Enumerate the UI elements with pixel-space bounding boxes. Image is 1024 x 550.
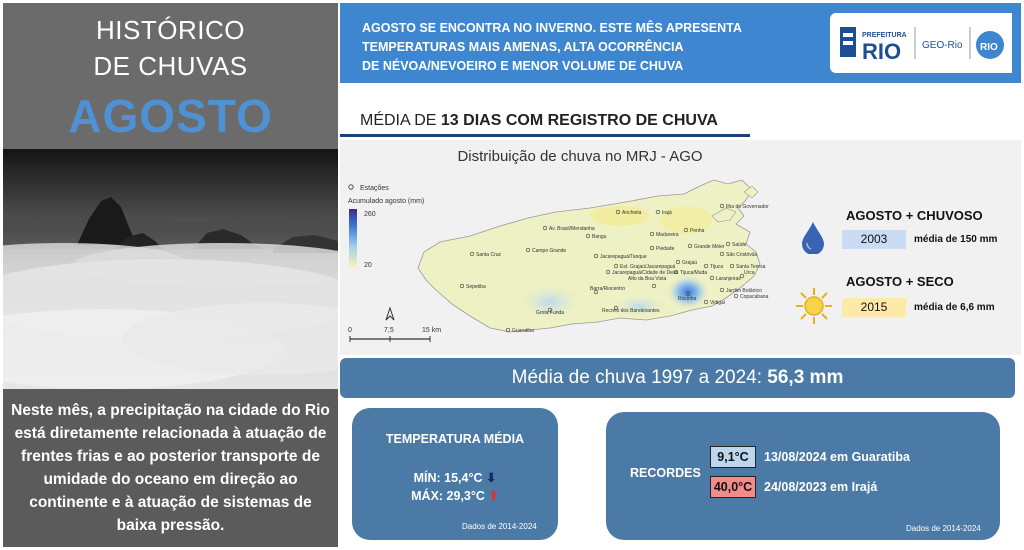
subtitle-bold-text: 13 DIAS COM REGISTRO DE CHUVA <box>440 112 718 129</box>
left-header <box>3 3 338 149</box>
station-label: Tijuca/Muda <box>680 270 708 276</box>
station-label: Barra/Riocentro <box>590 286 626 292</box>
station-label: Vidigal <box>710 300 725 306</box>
station-label: Grota Funda <box>536 310 565 316</box>
arrow-up-icon: ⬆ <box>488 489 499 503</box>
temperature-min-value: MÍN: 15,4°C <box>413 471 483 485</box>
records-title: RECORDES <box>630 466 701 480</box>
temperature-source: Dados de 2014-2024 <box>462 522 537 531</box>
legend-stations-label: Estações <box>360 185 389 192</box>
sugarloaf-fog-image <box>3 149 338 389</box>
station-label: Saúde <box>732 242 747 248</box>
title-line-1: HISTÓRICO <box>96 15 245 45</box>
svg-text:PREFEITURA: PREFEITURA <box>862 32 907 39</box>
scale-max: 15 km <box>422 327 442 334</box>
rainfall-map <box>340 140 1021 355</box>
station-label: Copacabana <box>740 294 769 300</box>
alerta-rio-logo-text: RIO <box>980 42 998 53</box>
rain-days-subtitle <box>360 112 718 130</box>
map-title: Distribuição de chuva no MRJ - AGO <box>457 148 703 165</box>
left-panel <box>3 3 338 547</box>
temperature-card <box>352 408 558 540</box>
record-max-row <box>710 476 877 498</box>
legend-title: Acumulado agosto (mm) <box>348 198 425 205</box>
station-label: Bangu <box>592 234 607 240</box>
record-max-text: 24/08/2023 em Irajá <box>764 480 878 494</box>
rainy-august-title: AGOSTO + CHUVOSO <box>846 208 983 223</box>
records-source: Dados de 2014-2024 <box>906 524 981 533</box>
average-rain-banner <box>340 358 1015 398</box>
station-label: Jardim Botânico <box>726 288 762 294</box>
temperature-min <box>352 470 558 485</box>
legend-color-bar <box>349 209 357 267</box>
station-label: Alto da Boa Vista <box>628 276 667 282</box>
station-label: Laranjeiras <box>716 276 741 282</box>
station-label: Penha <box>690 228 705 234</box>
station-label: Urca <box>744 270 755 276</box>
temperature-max-value: MÁX: 29,3°C <box>411 489 485 503</box>
map-area <box>340 140 1021 355</box>
record-min-badge: 9,1°C <box>710 446 756 468</box>
north-arrow-icon <box>386 308 394 320</box>
prefeitura-rio-logo <box>830 13 1012 73</box>
left-description-box <box>3 389 338 547</box>
station-label: Jacarepaguá/Tanque <box>600 254 647 260</box>
scale-0: 0 <box>348 327 352 334</box>
temperature-title: TEMPERATURA MÉDIA <box>385 432 525 446</box>
dry-note: média de 6,6 mm <box>914 302 995 313</box>
dry-august-title: AGOSTO + SECO <box>846 274 954 289</box>
station-label: Santa Cruz <box>476 252 502 258</box>
station-label: Santa Teresa <box>736 264 766 270</box>
station-label: Irajá <box>662 210 672 216</box>
logo-box <box>830 13 1012 73</box>
banner-text <box>362 19 782 76</box>
scale-mid: 7,5 <box>384 327 394 334</box>
station-label: Est. Grajaú/Jacarepaguá <box>620 264 676 270</box>
sugarloaf-fog-photo <box>3 149 338 389</box>
legend-max: 260 <box>364 211 376 218</box>
station-label: Guaratiba <box>512 328 534 334</box>
average-label: Média de chuva 1997 a 2024: <box>511 367 768 388</box>
temperature-max <box>352 488 558 503</box>
banner-line-3: DE NÉVOA/NEVOEIRO E MENOR VOLUME DE CHUVA <box>362 59 684 73</box>
station-label: Campo Grande <box>532 248 567 254</box>
banner-line-2: TEMPERATURAS MAIS AMENAS, ALTA OCORRÊNCIA <box>362 40 684 54</box>
station-label: Recreio dos Bandeirantes <box>602 308 660 314</box>
subtitle-prefix: MÉDIA DE <box>360 112 441 129</box>
station-label: Rocinha <box>678 296 697 302</box>
station-label: Ilha do Governador <box>726 204 769 210</box>
geo-rio-logo-text: GEO-Rio <box>922 40 963 51</box>
record-min-row <box>710 446 910 468</box>
sun-icon <box>794 286 834 326</box>
station-legend-icon <box>349 185 353 189</box>
top-banner <box>340 3 1021 83</box>
station-label: Grande Méier <box>694 244 725 250</box>
station-label: Grajaú <box>682 260 698 266</box>
record-max-badge: 40,0°C <box>710 476 756 498</box>
average-value: 56,3 mm <box>767 367 844 388</box>
station-label: São Cristóvão <box>726 252 758 258</box>
station-label: Sepetiba <box>466 284 486 290</box>
station-label: Jacarepaguá/Cidade de Deus <box>612 270 679 276</box>
raindrop-icon <box>798 220 828 254</box>
station-label: Anchieta <box>622 210 642 216</box>
station-label: Madureira <box>656 232 679 238</box>
rainy-year-badge: 2003 <box>842 230 906 249</box>
title-line-2: DE CHUVAS <box>93 51 248 81</box>
banner-line-1: AGOSTO SE ENCONTRA NO INVERNO. ESTE MÊS APRESENTA <box>362 21 742 35</box>
station-label: Piedade <box>656 246 675 252</box>
svg-text:RIO: RIO <box>862 39 902 64</box>
municipality-shape <box>418 180 760 332</box>
records-card <box>606 412 1000 540</box>
dry-year-badge: 2015 <box>842 298 906 317</box>
legend-min: 20 <box>364 262 372 269</box>
record-min-text: 13/08/2024 em Guaratiba <box>764 450 910 464</box>
subtitle-underline <box>340 134 750 137</box>
station-label: Tijuca <box>710 264 724 270</box>
station-label: Av. Brasil/Mendanha <box>549 226 595 232</box>
arrow-down-icon: ⬇ <box>485 471 497 485</box>
rainy-note: média de 150 mm <box>914 234 998 245</box>
rain-description: Neste mês, a precipitação na cidade do Rio está diretamente relacionada à atuação de frentes frias e ao posterior transporte de umidade do oceano em direção ao continente e à atuação de sistemas de baixa pressão. <box>11 402 330 534</box>
month-title: AGOSTO <box>68 90 273 142</box>
